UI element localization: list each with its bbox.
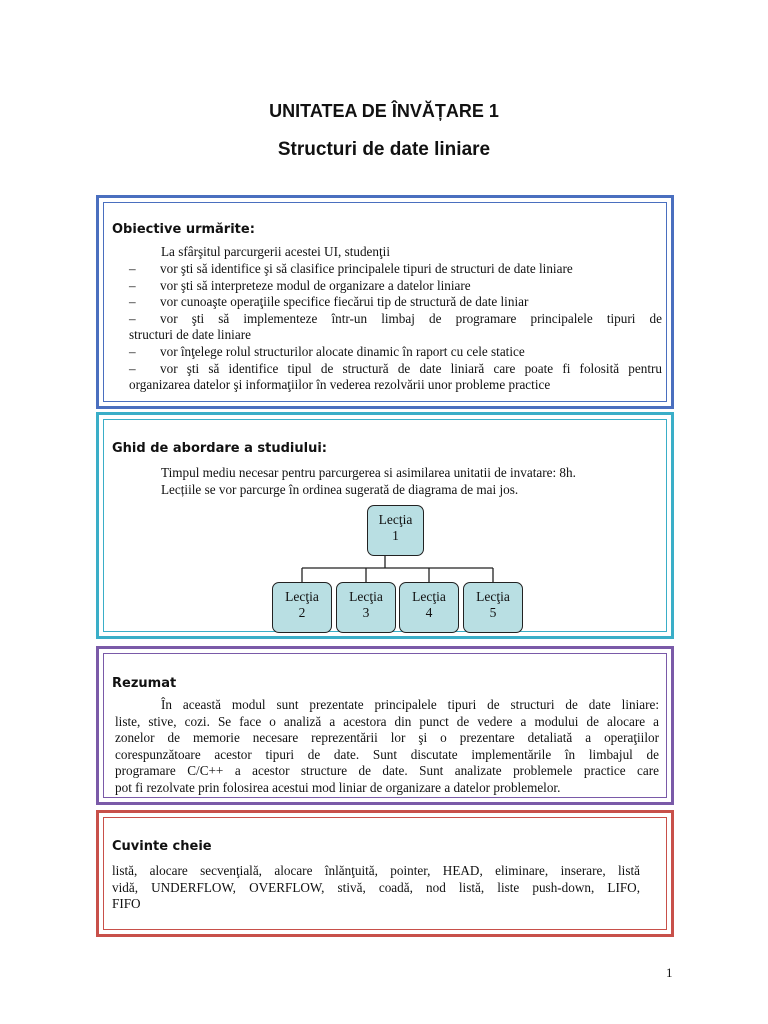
objectives-intro: La sfârşitul parcurgerii acestei UI, studenţii	[161, 244, 390, 259]
list-item: – vor şti să identifice şi să clasifice principalele tipuri de structuri de date liniare	[129, 261, 573, 276]
list-item: – vor şti să identifice tipul de structură de date liniară care poate fi folosită pentru	[129, 360, 662, 376]
lesson-node-4: Lecţia 4	[399, 582, 459, 633]
objectives-list	[129, 261, 662, 394]
unit-title: UNITATEA DE ÎNVĂȚARE 1	[269, 101, 499, 121]
list-item: – vor şti să interpreteze modul de organizare a datelor liniare	[129, 277, 471, 293]
keywords-box	[96, 810, 674, 937]
lesson-node-3: Lecţia 3	[336, 582, 396, 633]
page-number: 1	[666, 965, 673, 980]
study-guide-box	[96, 412, 674, 639]
guide-heading: Ghid de abordare a studiului:	[112, 441, 328, 456]
lesson-node-5: Lecţia 5	[463, 582, 523, 633]
list-item: – vor înţelege rolul structurilor alocate dinamic în raport cu cele statice	[129, 343, 525, 359]
objectives-box	[96, 195, 674, 409]
summary-box	[96, 646, 674, 805]
summary-heading: Rezumat	[112, 676, 177, 691]
summary-text: În această modul sunt prezentate principalele tipuri de structuri de date liniare: liste, stive, cozi. Se face o analiză a acestora din punct de vedere a modului de alocare a zonelor de memorie necesare reprezentării lor şi o prezentare detaliată a operaţiilor corespunzătoare acestor tipuri de date. Sunt discutate implementările în limbajul de programare C/C++ a acestor structure de date. Sunt analizate problemele practice care pot fi rezolvate prin folosirea acestui mod liniar de organizare a datelor problemelor.	[115, 697, 659, 795]
objectives-heading: Obiective urmărite:	[112, 222, 255, 237]
list-item: – vor cunoaşte operaţiile specifice fiecărui tip de structură de date liniar	[129, 294, 529, 310]
guide-order-text: Lecțiile se vor parcurge în ordinea sugerată de diagrama de mai jos.	[161, 482, 519, 497]
keywords-text: listă, alocare secvenţială, alocare înlănţuită, pointer, HEAD, eliminare, inserare, listă vidă, UNDERFLOW, OVERFLOW, stivă, coadă, nod listă, liste push-down, LIFO, FIFO	[112, 863, 640, 912]
list-item-continuation: organizarea datelor şi informaţiilor în vederea rezolvării unor probleme practice	[129, 377, 551, 393]
lesson-node-1: Lecţia 1	[367, 505, 424, 556]
keywords-heading: Cuvinte cheie	[112, 839, 212, 854]
list-item: – vor şti să implementeze într-un limbaj de programare principalele tipuri de	[129, 310, 662, 326]
list-item-continuation: structuri de date liniare	[129, 327, 251, 343]
page-title: Structuri de date liniare	[277, 139, 491, 160]
lesson-node-2: Lecţia 2	[272, 582, 332, 633]
guide-time-text: Timpul mediu necesar pentru parcurgerea si asimilarea unitatii de invatare: 8h.	[161, 465, 576, 480]
